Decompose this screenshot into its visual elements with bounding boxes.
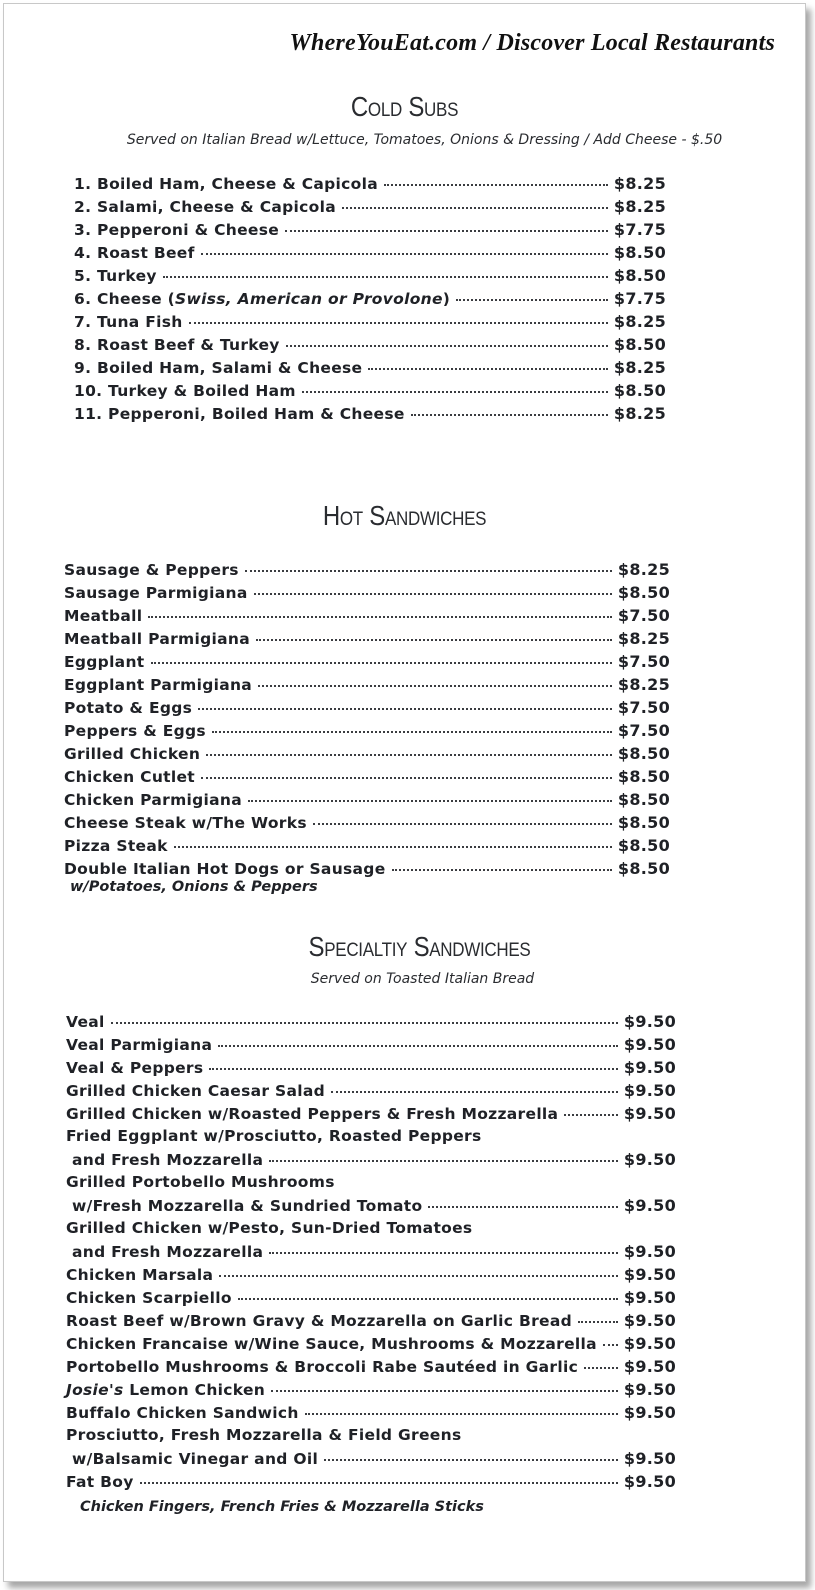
menu-item bbox=[64, 744, 670, 767]
menu-item bbox=[74, 220, 666, 243]
cold-subs-subtitle: Served on Italian Bread w/Lettuce, Tomatoes, Onions & Dressing / Add Cheese - $.50 bbox=[126, 132, 723, 148]
item-price: $7.50 bbox=[617, 721, 670, 740]
menu-item bbox=[66, 1380, 676, 1403]
item-name: Chicken Cutlet bbox=[64, 768, 196, 786]
dot-leader bbox=[206, 754, 612, 756]
dot-leader bbox=[368, 368, 608, 370]
item-name: 8. Roast Beef & Turkey bbox=[74, 336, 280, 354]
item-name: Chicken Scarpiello bbox=[66, 1289, 232, 1307]
item-price: $8.50 bbox=[617, 744, 670, 763]
menu-item bbox=[64, 698, 670, 721]
item-price: $8.50 bbox=[617, 583, 670, 602]
cold-subs-list bbox=[74, 174, 666, 427]
item-price: $9.50 bbox=[623, 1311, 676, 1330]
menu-item bbox=[74, 266, 666, 289]
specialty-sandwiches-note: Chicken Fingers, French Fries & Mozzarella Sticks bbox=[80, 1499, 484, 1515]
menu-item bbox=[64, 583, 670, 606]
item-name: w/Fresh Mozzarella & Sundried Tomato bbox=[72, 1197, 423, 1215]
item-name: and Fresh Mozzarella bbox=[72, 1151, 264, 1169]
menu-item bbox=[74, 243, 666, 266]
dot-leader bbox=[212, 731, 612, 733]
item-name: Grilled Chicken Caesar Salad bbox=[66, 1082, 326, 1100]
item-name: 1. Boiled Ham, Cheese & Capicola bbox=[74, 175, 378, 193]
specialty-sandwiches-title: Specialtiy Sandwiches bbox=[308, 931, 531, 963]
dot-leader bbox=[285, 230, 608, 232]
item-name: 4. Roast Beef bbox=[74, 244, 195, 262]
hot-sandwiches-list bbox=[64, 560, 670, 882]
item-price: $9.50 bbox=[623, 1265, 676, 1284]
menu-item bbox=[64, 560, 670, 583]
menu-item bbox=[64, 836, 670, 859]
item-name: 11. Pepperoni, Boiled Ham & Cheese bbox=[74, 405, 405, 423]
item-name: Peppers & Eggs bbox=[64, 722, 206, 740]
item-name-line1: Grilled Chicken w/Pesto, Sun-Dried Tomatoes bbox=[66, 1219, 473, 1237]
dot-leader bbox=[218, 1045, 618, 1047]
item-price: $8.25 bbox=[617, 629, 670, 648]
item-price: $8.25 bbox=[617, 560, 670, 579]
menu-item bbox=[66, 1219, 676, 1265]
item-price: $8.50 bbox=[617, 767, 670, 786]
hot-sandwiches-title: Hot Sandwiches bbox=[322, 500, 487, 532]
item-name: Sausage Parmigiana bbox=[64, 584, 248, 602]
item-name: 7. Tuna Fish bbox=[74, 313, 183, 331]
item-price: $9.50 bbox=[623, 1035, 676, 1054]
specialty-sandwiches-subtitle: Served on Toasted Italian Bread bbox=[310, 971, 535, 987]
dot-leader bbox=[271, 1390, 618, 1392]
item-price: $9.50 bbox=[623, 1334, 676, 1353]
menu-item bbox=[66, 1012, 676, 1035]
item-name: Grilled Chicken bbox=[64, 745, 201, 763]
item-price: $8.25 bbox=[613, 174, 666, 193]
item-name: Meatball Parmigiana bbox=[64, 630, 250, 648]
item-price: $7.50 bbox=[617, 698, 670, 717]
item-price: $7.75 bbox=[613, 289, 666, 308]
dot-leader bbox=[269, 1160, 618, 1162]
dot-leader bbox=[286, 345, 608, 347]
dot-leader bbox=[258, 685, 612, 687]
item-name-line1: Prosciutto, Fresh Mozzarella & Field Greens bbox=[66, 1426, 462, 1444]
dot-leader bbox=[313, 823, 612, 825]
item-name: 5. Turkey bbox=[74, 267, 157, 285]
menu-item bbox=[66, 1127, 676, 1173]
menu-item bbox=[66, 1472, 676, 1495]
item-price: $8.25 bbox=[613, 197, 666, 216]
item-name: Roast Beef w/Brown Gravy & Mozzarella on Garlic Bread bbox=[66, 1312, 572, 1330]
dot-leader bbox=[392, 869, 612, 871]
item-name-line1: Fried Eggplant w/Prosciutto, Roasted Peppers bbox=[66, 1127, 482, 1145]
item-name bbox=[66, 1381, 265, 1399]
specialty-sandwiches-list bbox=[66, 1012, 676, 1495]
item-price: $8.50 bbox=[613, 243, 666, 262]
item-price: $8.50 bbox=[613, 381, 666, 400]
item-name-part: Lemon Chicken bbox=[123, 1381, 266, 1399]
item-name: Eggplant bbox=[64, 653, 145, 671]
item-name-part: 6. Cheese ( bbox=[74, 290, 176, 308]
dot-leader bbox=[151, 662, 612, 664]
menu-item bbox=[66, 1334, 676, 1357]
dot-leader bbox=[384, 184, 608, 186]
item-price: $7.50 bbox=[617, 652, 670, 671]
item-price: $9.50 bbox=[623, 1242, 676, 1261]
dot-leader bbox=[269, 1252, 618, 1254]
dot-leader bbox=[201, 253, 608, 255]
item-price: $9.50 bbox=[623, 1288, 676, 1307]
item-price: $8.50 bbox=[617, 836, 670, 855]
item-price: $9.50 bbox=[623, 1449, 676, 1468]
item-name: Grilled Chicken w/Roasted Peppers & Fresh Mozzarella bbox=[66, 1105, 559, 1123]
item-name: Potato & Eggs bbox=[64, 699, 193, 717]
item-name: Cheese Steak w/The Works bbox=[64, 814, 307, 832]
item-name-end: ) bbox=[442, 290, 451, 308]
dot-leader bbox=[238, 1298, 618, 1300]
item-price: $9.50 bbox=[623, 1380, 676, 1399]
cold-subs-title: Cold Subs bbox=[350, 91, 459, 123]
item-name-line2 bbox=[66, 1449, 676, 1472]
item-price: $8.50 bbox=[613, 335, 666, 354]
item-name-line2 bbox=[66, 1196, 676, 1219]
item-name: 10. Turkey & Boiled Ham bbox=[74, 382, 296, 400]
dot-leader bbox=[584, 1367, 618, 1369]
item-price: $8.50 bbox=[617, 790, 670, 809]
item-price: $9.50 bbox=[623, 1012, 676, 1031]
item-price: $8.50 bbox=[617, 859, 670, 878]
dot-leader bbox=[163, 276, 608, 278]
item-price: $8.25 bbox=[613, 404, 666, 423]
item-name: Sausage & Peppers bbox=[64, 561, 239, 579]
item-price: $9.50 bbox=[623, 1196, 676, 1215]
dot-leader bbox=[603, 1344, 618, 1346]
menu-item bbox=[74, 381, 666, 404]
item-name: 9. Boiled Ham, Salami & Cheese bbox=[74, 359, 363, 377]
item-price: $9.50 bbox=[623, 1357, 676, 1376]
item-name: Portobello Mushrooms & Broccoli Rabe Sautéed in Garlic bbox=[66, 1358, 579, 1376]
item-name: Veal & Peppers bbox=[66, 1059, 204, 1077]
dot-leader bbox=[198, 708, 612, 710]
menu-item bbox=[64, 652, 670, 675]
item-price: $9.50 bbox=[623, 1104, 676, 1123]
item-name-italic: Josie's bbox=[66, 1381, 124, 1399]
item-price: $9.50 bbox=[623, 1150, 676, 1169]
dot-leader bbox=[140, 1482, 618, 1484]
dot-leader bbox=[148, 616, 612, 618]
item-name: 3. Pepperoni & Cheese bbox=[74, 221, 280, 239]
menu-item bbox=[64, 675, 670, 698]
dot-leader bbox=[209, 1068, 618, 1070]
item-name-italic: Swiss, American or Provolone bbox=[175, 290, 443, 308]
item-price: $7.50 bbox=[617, 606, 670, 625]
dot-leader bbox=[456, 299, 608, 301]
dot-leader bbox=[305, 1413, 618, 1415]
menu-item bbox=[64, 813, 670, 836]
menu-item bbox=[64, 629, 670, 652]
dot-leader bbox=[111, 1022, 618, 1024]
item-name: Chicken Marsala bbox=[66, 1266, 214, 1284]
menu-item bbox=[64, 767, 670, 790]
dot-leader bbox=[302, 391, 608, 393]
dot-leader bbox=[248, 800, 612, 802]
item-price: $9.50 bbox=[623, 1081, 676, 1100]
menu-item bbox=[74, 289, 666, 312]
menu-item bbox=[64, 606, 670, 629]
menu-item bbox=[64, 721, 670, 744]
item-name: Eggplant Parmigiana bbox=[64, 676, 253, 694]
item-name-line1: Grilled Portobello Mushrooms bbox=[66, 1173, 335, 1191]
hot-sandwiches-note: w/Potatoes, Onions & Peppers bbox=[70, 879, 318, 895]
item-name: Buffalo Chicken Sandwich bbox=[66, 1404, 299, 1422]
dot-leader bbox=[342, 207, 608, 209]
menu-item bbox=[66, 1173, 676, 1219]
item-name: and Fresh Mozzarella bbox=[72, 1243, 264, 1261]
dot-leader bbox=[201, 777, 612, 779]
item-price: $9.50 bbox=[623, 1472, 676, 1491]
menu-item bbox=[64, 790, 670, 813]
dot-leader bbox=[411, 414, 608, 416]
item-name: 2. Salami, Cheese & Capicola bbox=[74, 198, 336, 216]
item-price: $8.25 bbox=[613, 312, 666, 331]
menu-item bbox=[66, 1403, 676, 1426]
dot-leader bbox=[578, 1321, 618, 1323]
item-name-line2 bbox=[66, 1150, 676, 1173]
menu-item bbox=[74, 335, 666, 358]
menu-item bbox=[74, 358, 666, 381]
item-price: $9.50 bbox=[623, 1403, 676, 1422]
menu-page bbox=[3, 3, 806, 1582]
item-price: $8.25 bbox=[613, 358, 666, 377]
menu-item bbox=[66, 1357, 676, 1380]
menu-item bbox=[66, 1035, 676, 1058]
dot-leader bbox=[324, 1459, 618, 1461]
dot-leader bbox=[256, 639, 612, 641]
dot-leader bbox=[564, 1114, 618, 1116]
menu-item bbox=[66, 1288, 676, 1311]
site-watermark: WhereYouEat.com / Discover Local Restaurants bbox=[289, 30, 775, 56]
dot-leader bbox=[219, 1275, 618, 1277]
menu-item bbox=[66, 1104, 676, 1127]
menu-item bbox=[66, 1311, 676, 1334]
menu-item bbox=[74, 174, 666, 197]
dot-leader bbox=[174, 846, 612, 848]
item-name: Fat Boy bbox=[66, 1473, 134, 1491]
item-name bbox=[74, 290, 450, 308]
item-name: Pizza Steak bbox=[64, 837, 168, 855]
item-name-line2 bbox=[66, 1242, 676, 1265]
dot-leader bbox=[428, 1206, 617, 1208]
menu-item bbox=[66, 1426, 676, 1472]
item-price: $8.50 bbox=[613, 266, 666, 285]
item-price: $8.25 bbox=[617, 675, 670, 694]
item-price: $8.50 bbox=[617, 813, 670, 832]
item-name: Chicken Francaise w/Wine Sauce, Mushrooms & Mozzarella bbox=[66, 1335, 597, 1353]
item-price: $9.50 bbox=[623, 1058, 676, 1077]
item-name: Chicken Parmigiana bbox=[64, 791, 243, 809]
dot-leader bbox=[189, 322, 608, 324]
menu-item bbox=[66, 1081, 676, 1104]
item-name: w/Balsamic Vinegar and Oil bbox=[72, 1450, 319, 1468]
item-name: Double Italian Hot Dogs or Sausage bbox=[64, 860, 386, 878]
menu-item bbox=[66, 1265, 676, 1288]
item-name: Meatball bbox=[64, 607, 143, 625]
item-price: $7.75 bbox=[613, 220, 666, 239]
dot-leader bbox=[254, 593, 612, 595]
menu-item bbox=[74, 197, 666, 220]
dot-leader bbox=[245, 570, 612, 572]
dot-leader bbox=[331, 1091, 618, 1093]
item-name: Veal Parmigiana bbox=[66, 1036, 213, 1054]
menu-item bbox=[74, 404, 666, 427]
menu-item bbox=[66, 1058, 676, 1081]
item-name: Veal bbox=[66, 1013, 105, 1031]
menu-item bbox=[74, 312, 666, 335]
